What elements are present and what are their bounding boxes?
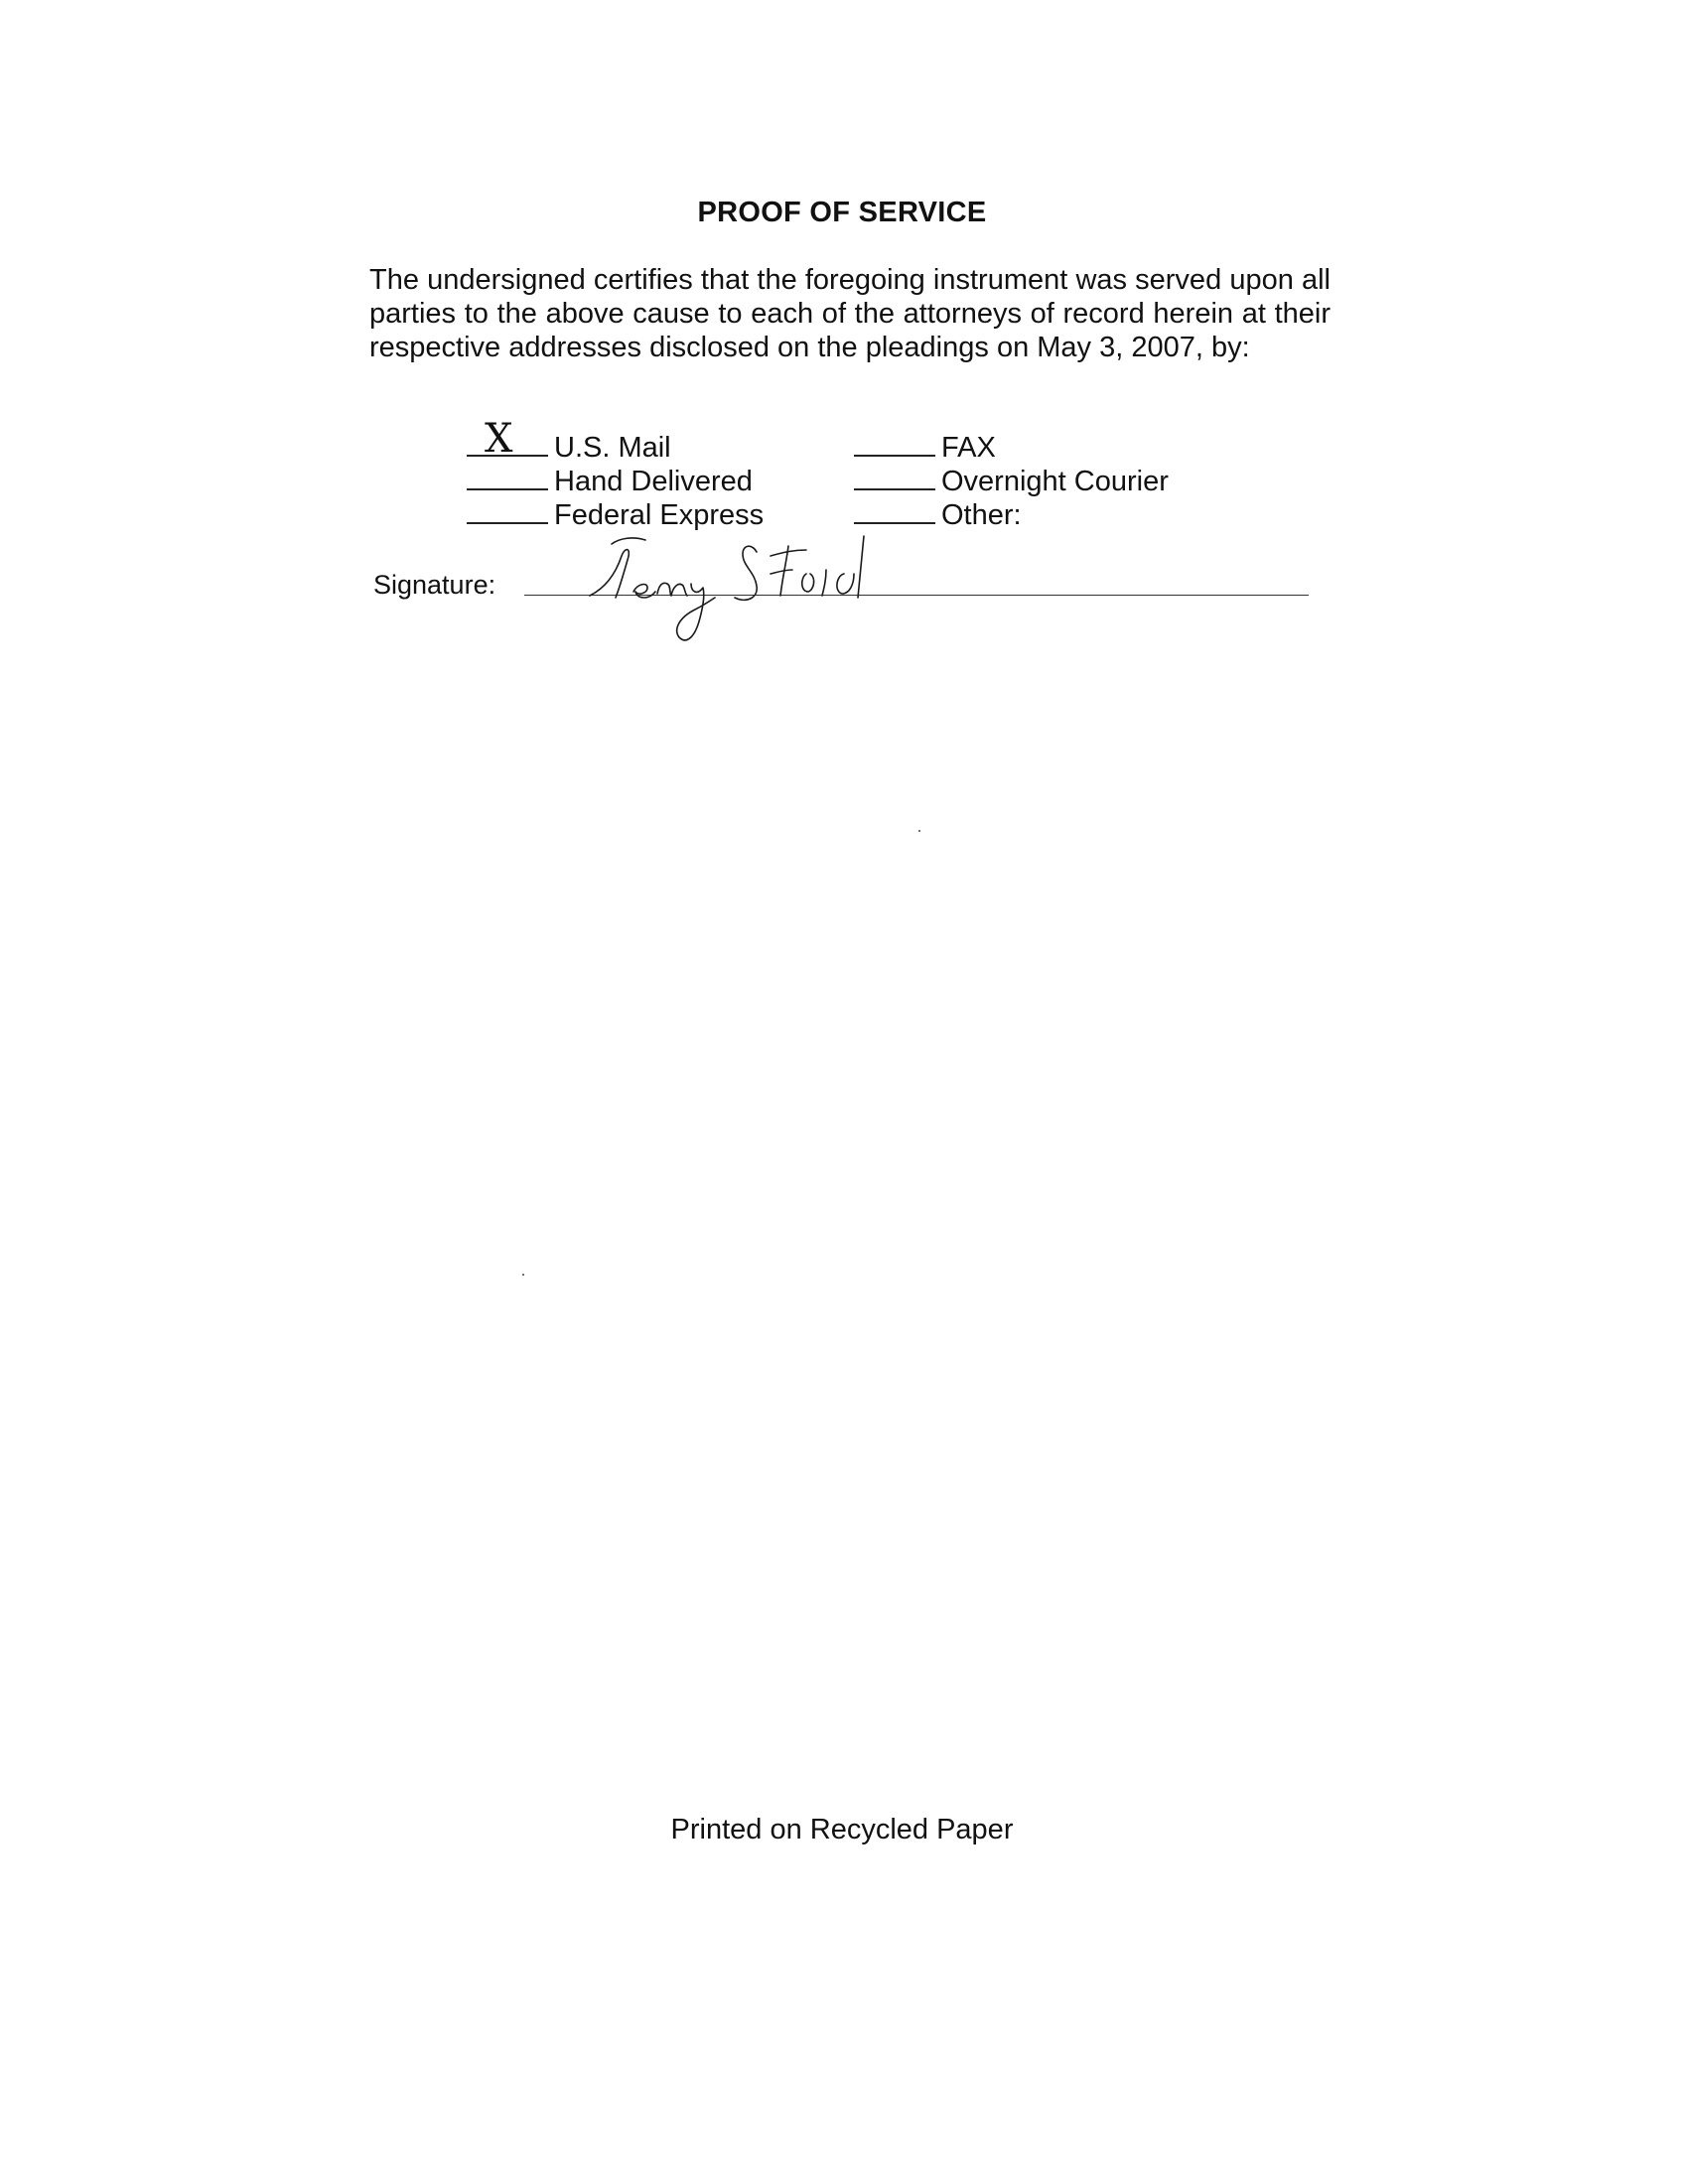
service-method-other bbox=[854, 496, 1022, 530]
service-checkbox-blank bbox=[854, 429, 935, 457]
document-title: PROOF OF SERVICE bbox=[697, 197, 987, 228]
handwritten-signature bbox=[576, 526, 913, 665]
signature-label: Signature: bbox=[373, 570, 496, 600]
service-method-label: Other: bbox=[941, 499, 1022, 531]
service-method-label: FAX bbox=[941, 432, 996, 464]
service-method-us-mail bbox=[467, 416, 671, 464]
scan-speck bbox=[918, 830, 920, 832]
service-method-federal-express bbox=[467, 496, 764, 530]
service-checkbox-blank bbox=[854, 463, 935, 490]
service-checkbox-blank bbox=[854, 496, 935, 524]
service-method-label: U.S. Mail bbox=[554, 432, 671, 464]
service-method-fax bbox=[854, 429, 996, 463]
check-mark: X bbox=[485, 416, 513, 462]
service-checkbox-blank bbox=[467, 496, 548, 524]
service-method-label: Overnight Courier bbox=[941, 466, 1169, 497]
footer-note: Printed on Recycled Paper bbox=[670, 1814, 1014, 1845]
service-method-label: Hand Delivered bbox=[554, 466, 753, 497]
service-method-overnight-courier bbox=[854, 463, 1169, 496]
scan-speck bbox=[522, 1274, 524, 1276]
service-method-label: Federal Express bbox=[554, 499, 765, 531]
service-checkbox-blank bbox=[467, 463, 548, 490]
service-checkbox-blank bbox=[467, 416, 548, 462]
certification-paragraph: The undersigned certifies that the foregoing instrument was served upon all parties to the above cause to each of the attorneys of record herein at their respective addresses disclosed on the pleadings on May 3, 2007, by: bbox=[369, 264, 1331, 363]
service-method-hand-delivered bbox=[467, 463, 753, 496]
service-method-list bbox=[467, 416, 1221, 538]
